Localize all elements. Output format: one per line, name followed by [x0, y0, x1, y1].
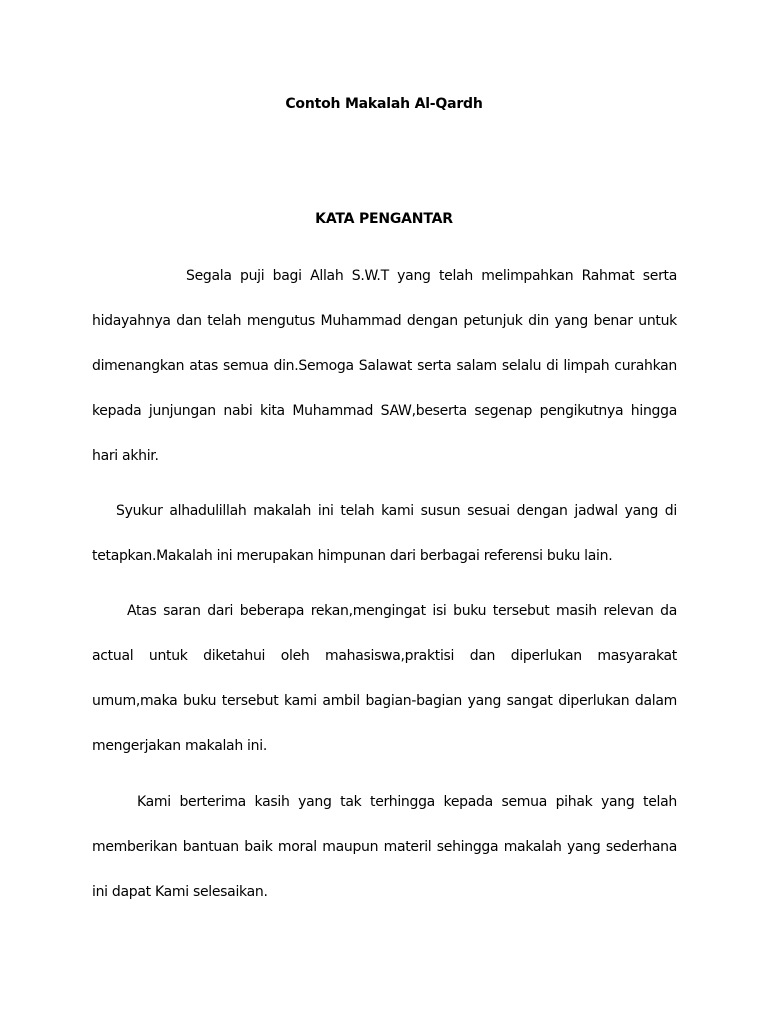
- paragraph-4: [92, 780, 677, 915]
- section-heading: KATA PENGANTAR: [315, 211, 453, 227]
- paragraph-text: Atas saran dari beberapa rekan,mengingat isi buku tersebut masih relevan da actual untuk diketahui oleh mahasiswa,praktisi dan diperlukan masyarakat umum,maka buku tersebut kami ambil bagian-bagian yang sangat diperlukan dalam mengerjakan makalah ini.: [92, 603, 677, 754]
- paragraph-3: [92, 589, 677, 769]
- document-title: Contoh Makalah Al-Qardh: [285, 96, 483, 112]
- paragraph-text: Syukur alhadulillah makalah ini telah kami susun sesuai dengan jadwal yang di tetapkan.Makalah ini merupakan himpunan dari berbagai referensi buku lain.: [92, 503, 677, 564]
- paragraph-1: [92, 254, 677, 479]
- paragraph-text: Segala puji bagi Allah S.W.T yang telah melimpahkan Rahmat serta hidayahnya dan telah mengutus Muhammad dengan petunjuk din yang benar untuk dimenangkan atas semua din.Semoga Salawat serta salam selalu di limpah curahkan kepada junjungan nabi kita Muhammad SAW,beserta segenap pengikutnya hingga hari akhir.: [92, 268, 677, 464]
- paragraph-text: Kami berterima kasih yang tak terhingga kepada semua pihak yang telah memberikan bantuan baik moral maupun materil sehingga makalah yang sederhana ini dapat Kami selesaikan.: [92, 794, 677, 900]
- paragraph-2: [92, 489, 677, 579]
